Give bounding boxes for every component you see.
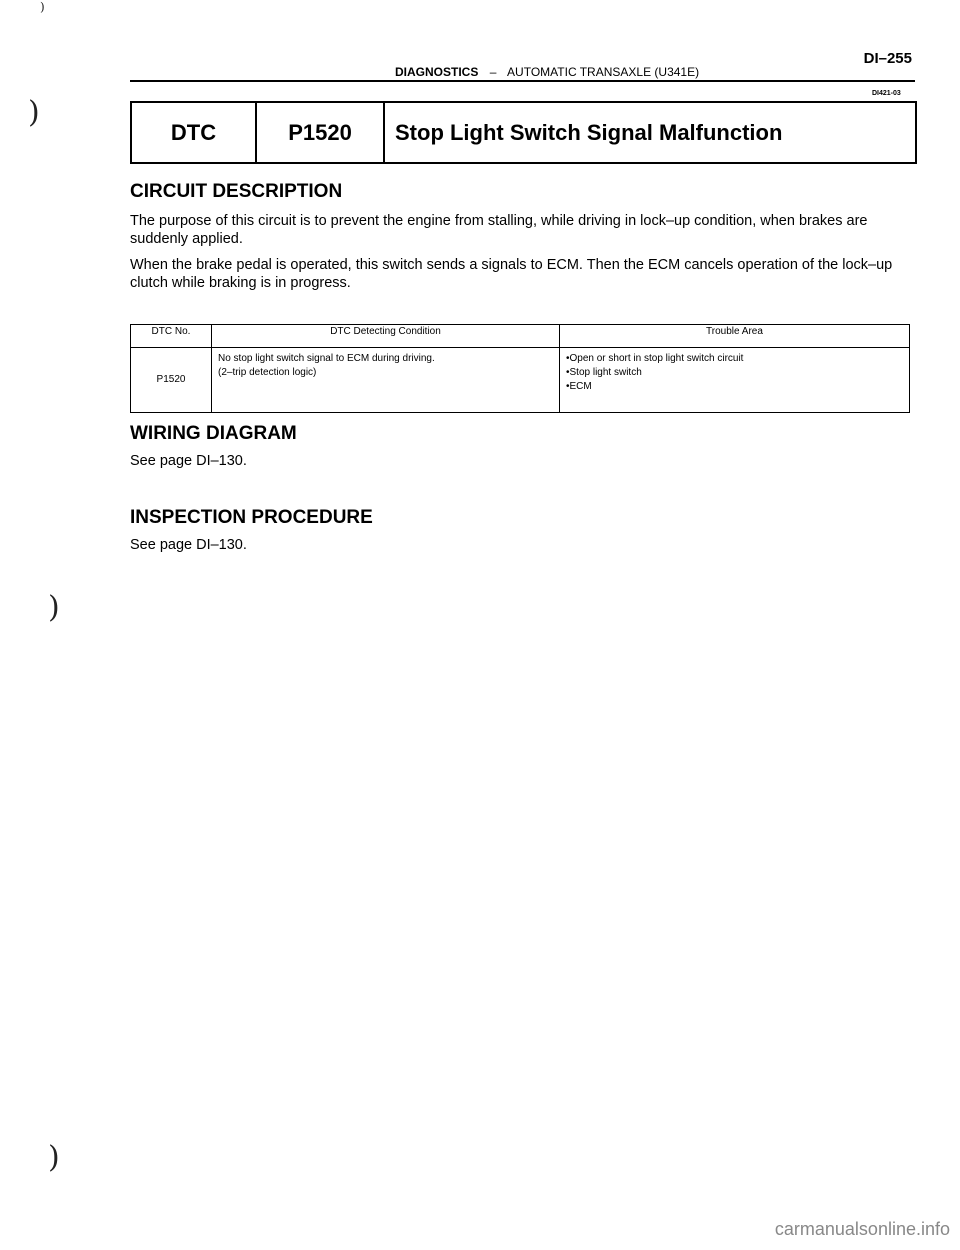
margin-mark: ) bbox=[48, 590, 60, 625]
margin-mark: ) bbox=[28, 95, 40, 130]
inspection-procedure-text: See page DI–130. bbox=[130, 537, 247, 553]
watermark: carmanualsonline.info bbox=[774, 1219, 950, 1239]
circuit-description-paragraph-2: When the brake pedal is operated, this switch sends a signals to ECM. Then the ECM cancels operation of the lock–up clutch while braking is in progress. bbox=[130, 257, 893, 291]
title-dtc-description: Stop Light Switch Signal Malfunction bbox=[395, 119, 783, 145]
doc-code: DI421-03 bbox=[872, 90, 901, 97]
trouble-area-item: •Stop light switch bbox=[566, 367, 642, 378]
header-rule bbox=[130, 80, 915, 82]
table-header-dtc-no: DTC No. bbox=[131, 325, 212, 348]
table-header-trouble-area: Trouble Area bbox=[560, 325, 910, 348]
margin-mark: ) bbox=[48, 1140, 60, 1175]
wiring-diagram-heading: WIRING DIAGRAM bbox=[130, 423, 297, 444]
trouble-area-item: •ECM bbox=[566, 381, 592, 392]
inspection-procedure-heading: INSPECTION PROCEDURE bbox=[130, 507, 373, 528]
dtc-table bbox=[130, 324, 910, 413]
margin-mark: ) bbox=[40, 0, 45, 14]
title-dtc-label: DTC bbox=[132, 103, 257, 162]
table-row bbox=[131, 348, 910, 413]
dtc-title-box bbox=[130, 101, 917, 164]
header-separator: – bbox=[489, 65, 497, 79]
table-cell-dtc-no: P1520 bbox=[131, 348, 212, 413]
trouble-area-item: •Open or short in stop light switch circuit bbox=[566, 353, 744, 364]
wiring-diagram-text: See page DI–130. bbox=[130, 453, 247, 469]
table-cell-condition bbox=[212, 348, 560, 413]
page-number: DI–255 bbox=[863, 50, 912, 67]
header-title bbox=[395, 65, 699, 79]
table-header-condition: DTC Detecting Condition bbox=[212, 325, 560, 348]
header-subsection: AUTOMATIC TRANSAXLE (U341E) bbox=[507, 65, 700, 79]
circuit-description-paragraph-1: The purpose of this circuit is to prevent the engine from stalling, while driving in lock–up condition, when brakes are suddenly applied. bbox=[130, 213, 868, 247]
title-dtc-code: P1520 bbox=[257, 103, 385, 162]
condition-line-2: (2–trip detection logic) bbox=[218, 367, 317, 378]
table-header-row bbox=[131, 325, 910, 348]
table-cell-trouble-area bbox=[560, 348, 910, 413]
circuit-description-heading: CIRCUIT DESCRIPTION bbox=[130, 181, 343, 202]
condition-line-1: No stop light switch signal to ECM during driving. bbox=[218, 353, 435, 364]
header-section: DIAGNOSTICS bbox=[395, 65, 479, 79]
